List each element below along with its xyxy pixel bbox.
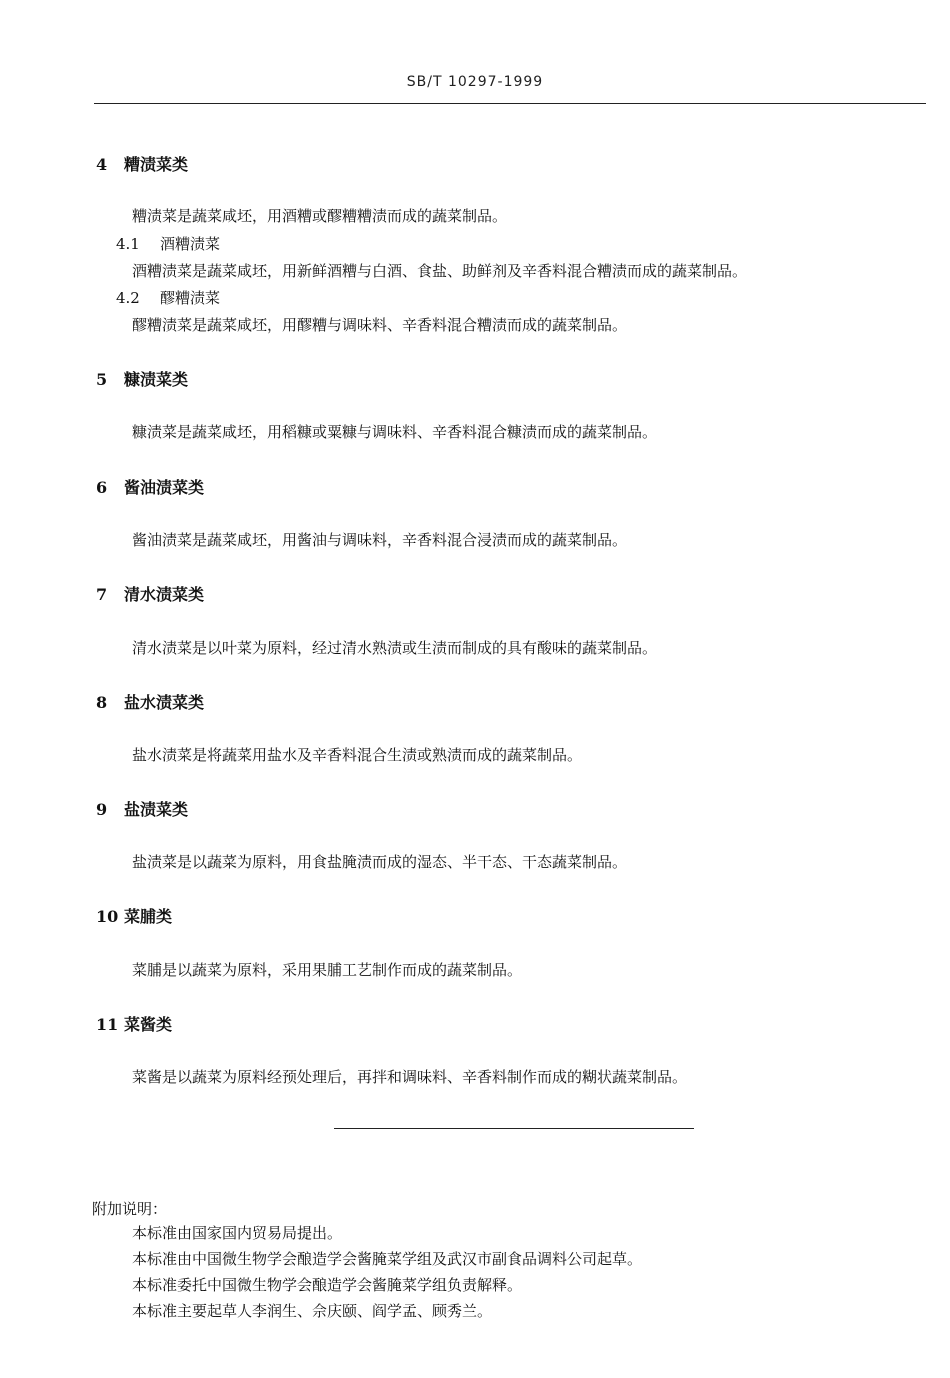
section-title: 菜脯类 <box>124 907 173 926</box>
header-divider <box>94 103 926 104</box>
section-8-text: 盐水渍菜是将蔬菜用盐水及辛香料混合生渍或熟渍而成的蔬菜制品。 <box>132 746 583 764</box>
note-line: 本标准委托中国微生物学会酿造学会酱腌菜学组负责解释。 <box>132 1276 523 1294</box>
section-9-heading <box>96 797 188 820</box>
section-number: 9 <box>96 800 108 819</box>
subsection-title: 醪糟渍菜 <box>160 289 221 307</box>
subsection-number: 4.1 <box>116 235 140 253</box>
section-number: 8 <box>96 693 108 712</box>
section-title: 糠渍菜类 <box>124 370 189 389</box>
section-5-heading <box>96 367 188 390</box>
section-6-text: 酱油渍菜是蔬菜咸坯，用酱油与调味料，辛香料混合浸渍而成的蔬菜制品。 <box>132 531 628 549</box>
note-line: 本标准主要起草人李润生、佘庆颐、阎学孟、顾秀兰。 <box>132 1302 493 1320</box>
subsection-4-1-text: 酒糟渍菜是蔬菜咸坯，用新鲜酒糟与白酒、食盐、助鲜剂及辛香料混合糟渍而成的蔬菜制品。 <box>132 262 748 280</box>
section-title: 盐水渍菜类 <box>124 693 205 712</box>
section-6-heading <box>96 475 204 498</box>
section-number: 7 <box>96 585 108 604</box>
section-title: 清水渍菜类 <box>124 585 205 604</box>
note-line: 本标准由中国微生物学会酿造学会酱腌菜学组及武汉市副食品调料公司起草。 <box>132 1250 643 1268</box>
subsection-title: 酒糟渍菜 <box>160 235 221 253</box>
note-line: 本标准由国家国内贸易局提出。 <box>132 1224 343 1242</box>
section-number: 6 <box>96 478 108 497</box>
section-number: 4 <box>96 155 108 174</box>
section-number: 11 <box>96 1015 119 1034</box>
subsection-4-2-heading <box>116 287 220 308</box>
section-9-text: 盐渍菜是以蔬菜为原料，用食盐腌渍而成的湿态、半干态、干态蔬菜制品。 <box>132 853 628 871</box>
section-10-text: 菜脯是以蔬菜为原料，采用果脯工艺制作而成的蔬菜制品。 <box>132 961 523 979</box>
section-title: 菜酱类 <box>124 1015 173 1034</box>
subsection-number: 4.2 <box>116 289 140 307</box>
section-5-text: 糠渍菜是蔬菜咸坯，用稻糠或粟糠与调味料、辛香料混合糠渍而成的蔬菜制品。 <box>132 423 658 441</box>
document-code: SB/T 10297-1999 <box>406 74 544 90</box>
section-4-heading <box>96 152 188 175</box>
section-title: 糟渍菜类 <box>124 155 189 174</box>
subsection-4-1-heading <box>116 233 220 254</box>
section-title: 酱油渍菜类 <box>124 478 205 497</box>
section-11-text: 菜酱是以蔬菜为原料经预处理后，再拌和调味料、辛香料制作而成的糊状蔬菜制品。 <box>132 1068 688 1086</box>
section-7-heading <box>96 582 204 605</box>
section-number: 5 <box>96 370 108 389</box>
end-divider <box>334 1128 694 1129</box>
section-7-text: 清水渍菜是以叶菜为原料，经过清水熟渍或生渍而制成的具有酸味的蔬菜制品。 <box>132 639 658 657</box>
notes-title: 附加说明： <box>92 1200 168 1218</box>
section-8-heading <box>96 690 204 713</box>
section-title: 盐渍菜类 <box>124 800 189 819</box>
subsection-4-2-text: 醪糟渍菜是蔬菜咸坯，用醪糟与调味料、辛香料混合糟渍而成的蔬菜制品。 <box>132 316 628 334</box>
section-10-heading <box>96 904 172 927</box>
section-11-heading <box>96 1012 172 1035</box>
section-4-text: 糟渍菜是蔬菜咸坯，用酒糟或醪糟糟渍而成的蔬菜制品。 <box>132 207 508 225</box>
section-number: 10 <box>96 907 119 926</box>
